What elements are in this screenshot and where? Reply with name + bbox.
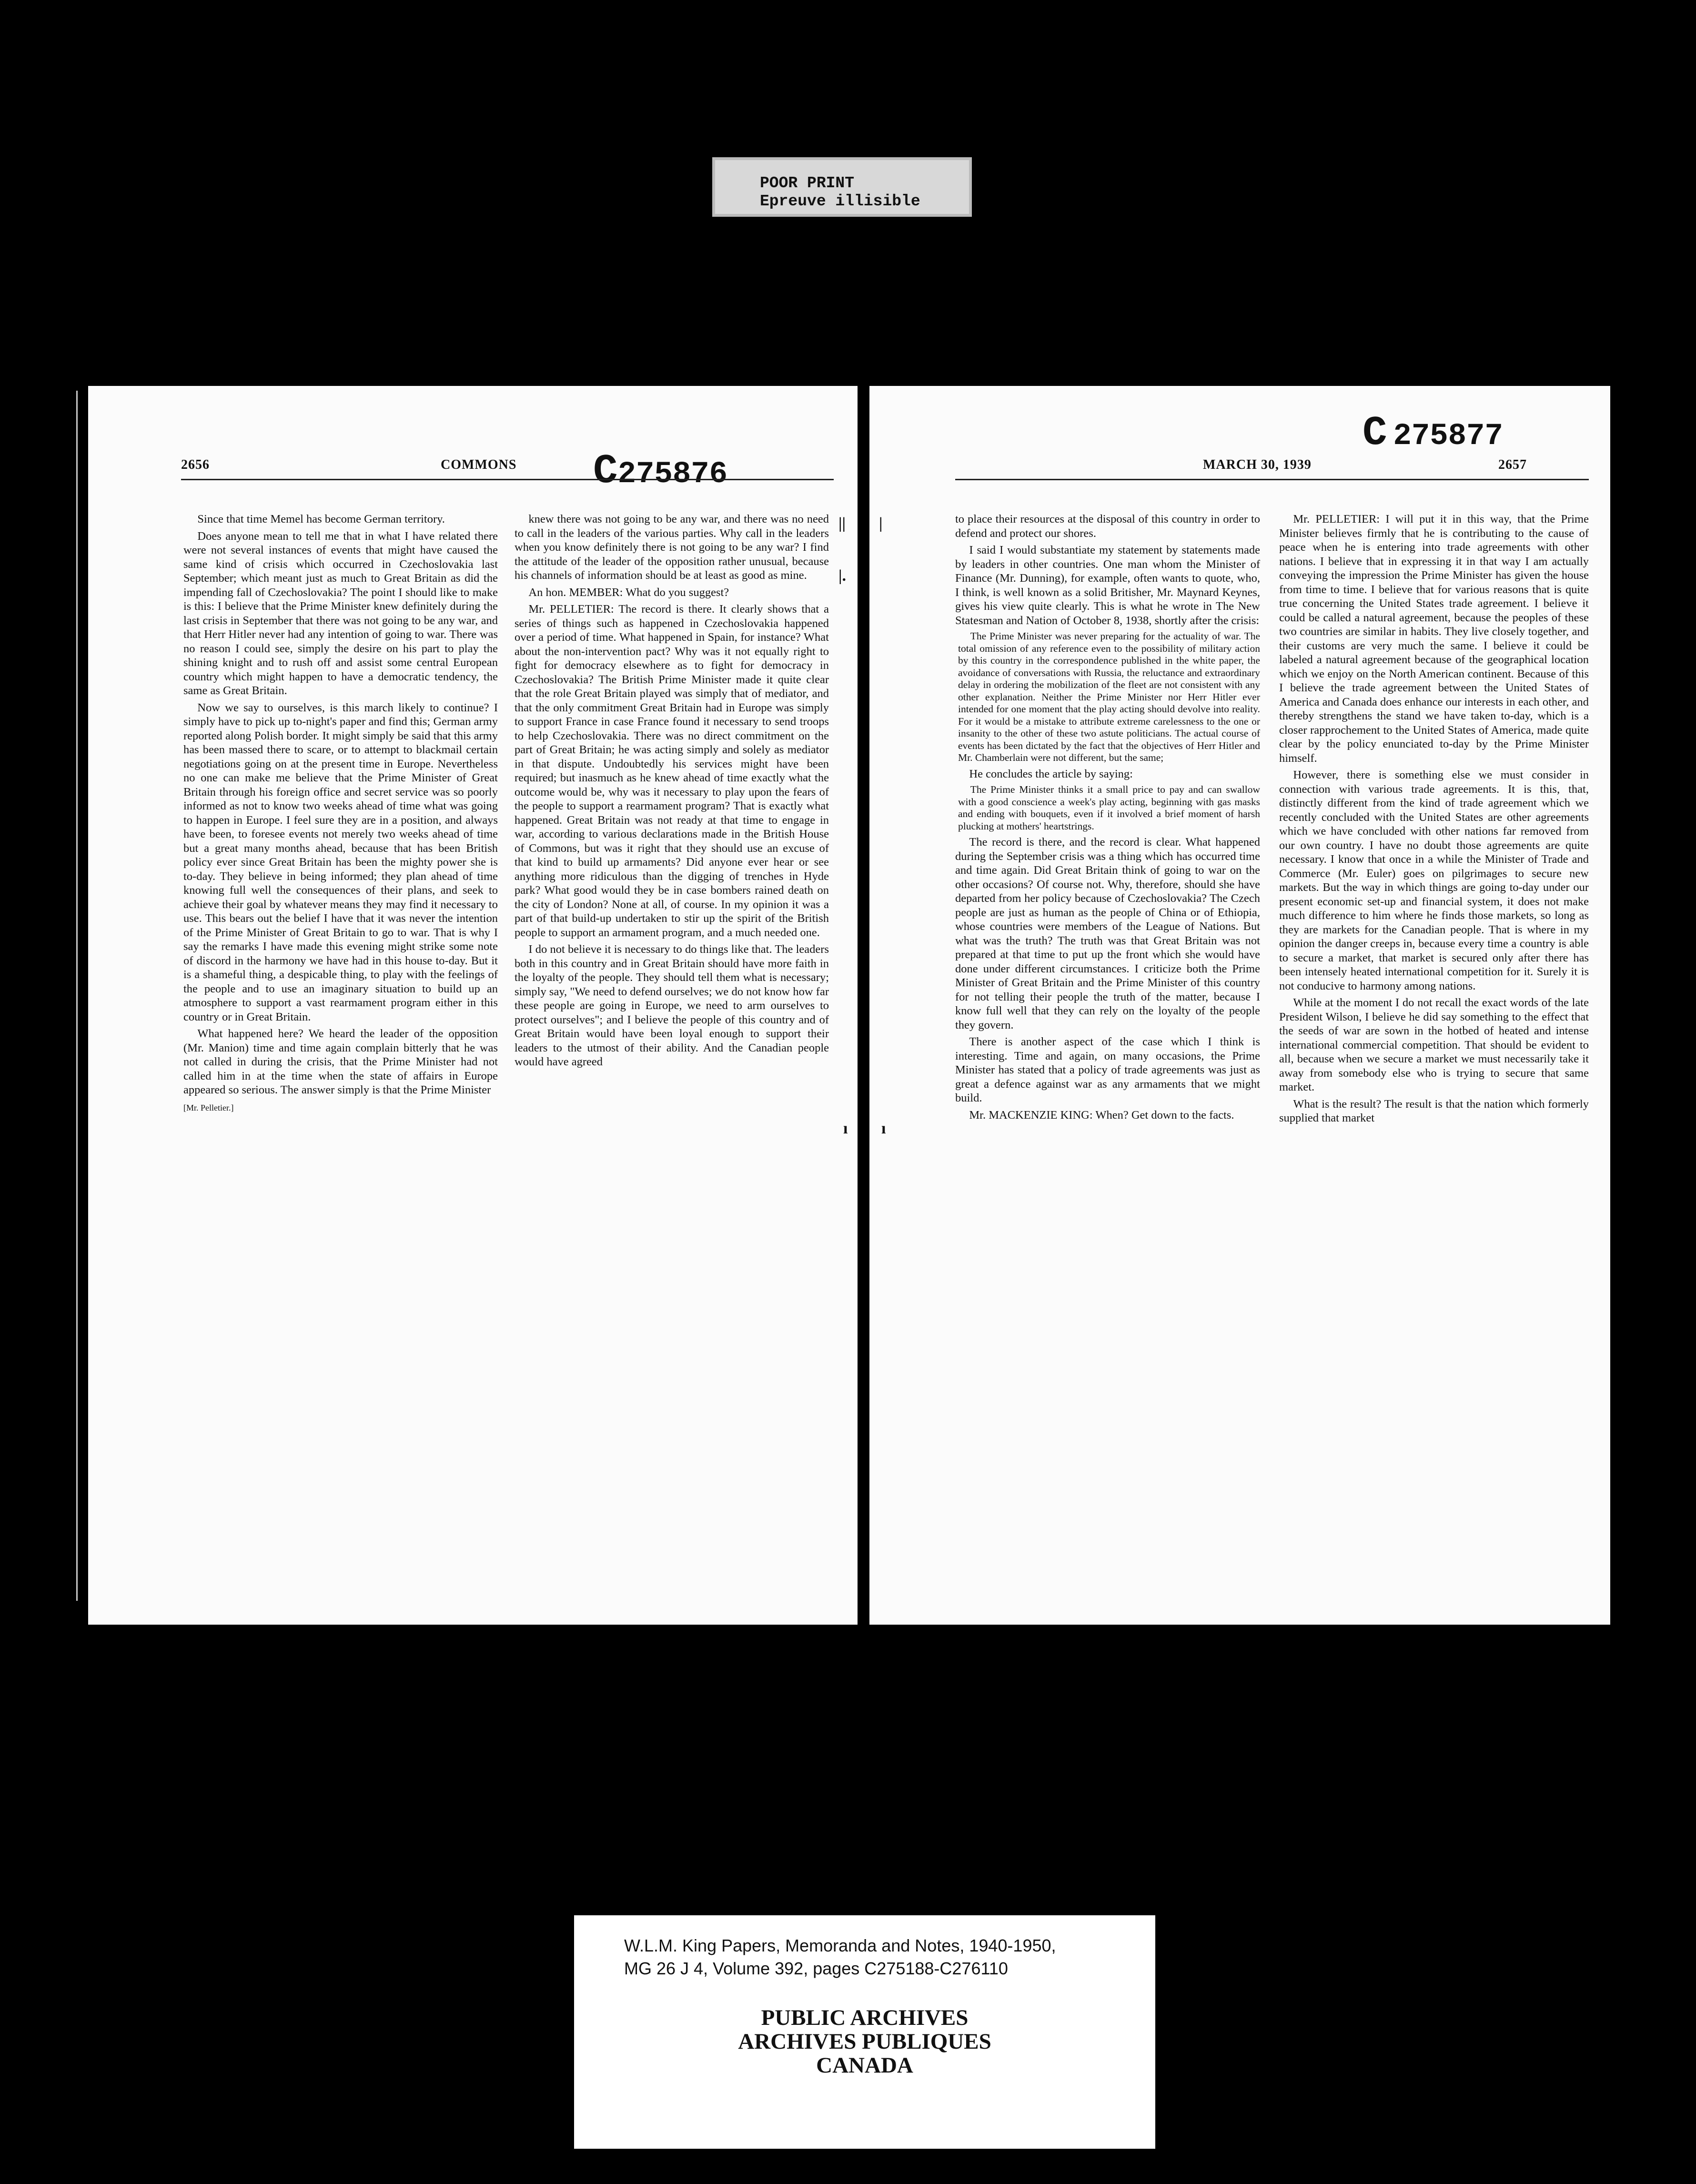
paragraph: While at the moment I do not recall the exact words of the late President Wilson, I believe he did say something to the effect that the seeds of war are sown in the hotbed of heated and intense international commercial competition. That should be evident to all, because when we secure a market we must necessarily take it away from somebody else who is trying to secure that same market. [1279,996,1589,1093]
reference-line-1: W.L.M. King Papers, Memoranda and Notes, 1940-1950, [624,1936,1056,1955]
margin-mark: |. [838,567,846,585]
archive-label [574,1915,1155,2149]
paragraph: Now we say to ourselves, is this march likely to continue? I simply have to pick up to-night's paper and find this; German army reported along Polish border. It might simply be said that this army has been massed there to scare, or to attempt to blackmail certain negotiations going on at the present time in Europe. Nevertheless no one can make me believe that the Prime Minister of Great Britain through his foreign office and secret service was so poorly informed as not to know two weeks ahead of time what was going to happen in Europe. I feel sure they are in a position, and always have been, to foresee events not merely two weeks ahead of time but a great many months ahead, because that has been British policy ever since Great Britain has been the mighty power she is to-day. They believe in being informed; they plan ahead of time knowing full well the consequences of their plans, and seek to achieve their goal by whatever means they may find it necessary to use. This bears out the belief I have that it was never the intention of the Prime Minister of Great Britain to go to war. That is why I say the remarks I have made this evening might strike some note of discord in the harmony we have had in this house to-day. But it is a shameful thing, a despicable thing, to play with the feelings of the people and to use an imaginary situation to build up an atmosphere to support a vast rearmament program either in this country or in Great Britain. [183,701,498,1023]
paragraph: However, there is something else we must consider in connection with various trade agreements. It is this, that, distinctly different from the kind of trade agreement which we recently concluded with the United States are other agreements which we have concluded with other nations far removed from our own country. I have no doubt those agreements are quite necessary. I know that once in a while the Minister of Trade and Commerce (Mr. Euler) goes on pilgrimages to secure new markets. But the way in which things are going to-day under our present economic set-up and financial system, it does not make much difference to him where he finds those markets, so long as they are markets for the Canadian people. That is where in my opinion the danger creeps in, because every time a country is able to secure a market, that market is secured only after there has been intensely heated international competition for it. Surely it is not conducive to harmony among nations. [1279,768,1589,992]
paragraph: What happened here? We heard the leader of the opposition (Mr. Manion) time and time again complain bitterly that he was not called in during the crisis, that the Prime Minister had not called him in at the time when the state of affairs in Europe appeared so serious. The answer simply is that the Prime Minister [183,1027,498,1096]
paragraph: He concludes the article by saying: [969,767,1133,780]
paragraph: An hon. MEMBER: What do you suggest? [528,586,729,599]
archive-reference [624,1934,1056,1980]
right-page [869,386,1610,1625]
archive-name-en: PUBLIC ARCHIVES [761,2005,969,2030]
margin-mark: ı [843,1120,848,1137]
header-rule-left [181,479,834,480]
paragraph: I do not believe it is necessary to do things like that. The leaders both in this country and in Great Britain should have more faith in the loyalty of the people. They should tell them what is necessary; simply say, "We need to defend ourselves; we do not know how far these people are going in Europe, we need to arm ourselves to protect ourselves"; and I believe the people of this country and of Great Britain would have been loyal enough to support their leaders to the utmost of their ability. And the Canadian people would have agreed [515,943,829,1068]
reference-line-2: MG 26 J 4, Volume 392, pages C275188-C276110 [624,1959,1008,1978]
archive-country: CANADA [816,2053,913,2078]
margin-mark: | [879,515,883,532]
margin-mark: ı [881,1120,886,1137]
right-page-column-1 [955,512,1260,1125]
paragraph: Mr. PELLETIER: I will put it in this way, that the Prime Minister believes firmly that he is contributing to the cause of peace when he is entering into trade agreements with other nations. I believe that in expressing it in that way I am actually conveying the impression the Prime Minister has given the house from time to time. I believe that for various reasons that is quite true concerning the United States trade agreement. I believe it could be called a natural agreement, because the peoples of these two countries are similar in habits. They live closely together, and their customs are very much the same. I believe it could be labeled a natural agreement because of the geographical location which we enjoy on the North American continent. Because of this I believe the trade agreement between the United States of America and Canada does enhance our interests in each other, and thereby strengthens the stand we have taken to-day, which is a closer rapprochement to the United States of America, made quite clear by the policy enunciated to-day by the Prime Minister himself. [1279,513,1589,765]
page-number-right: 2657 [1498,457,1527,472]
paragraph: The record is there, and the record is clear. What happened during the September crisis was a thing which has occurred time and time again. Did Great Britain think of going to war on the other occasions? Of course not. Why, therefore, should she have departed from her policy because of Czechoslovakia? The Czech people are just as human as the people of China or of Ethiopia, whose countries were members of the League of Nations. But what was the truth? The truth was that Great Britain was not prepared at that time to put up the front which she would have done under different circumstances. I criticize both the Prime Minister of Great Britain and the Prime Minister of this country for not telling their people the truth of the matter, because I know full well that they can rely on the loyalty of the people they govern. [955,836,1260,1031]
archive-name [574,2006,1155,2077]
paragraph: Since that time Memel has become German territory. [197,513,445,526]
paragraph: What is the result? The result is that the nation which formerly supplied that market [1279,1097,1589,1124]
quotation: The Prime Minister thinks it a small price to pay and can swallow with a good conscience a week's play acting, beginning with gas masks and ending with bouquets, even if it involved a brief moment of harsh plucking at mothers' heartstrings. [958,784,1260,832]
margin-mark: || [838,515,846,532]
paragraph: to place their resources at the disposal of this country in order to defend and protect our shores. [955,513,1260,540]
right-page-column-2 [1279,512,1589,1128]
running-head-left: COMMONS [441,457,517,472]
file-number-right: C 275877 [1363,410,1503,456]
quotation: The Prime Minister was never preparing for the actuality of war. The total omission of any reference even to the possibility of military action by this country in the correspondence published in the white paper, the avoidance of conversations with Russia, the reluctance and extraordinary delay in ordering the mobilization of the fleet are not consistent with any other explanation. Neither the Prime Minister nor Herr Hitler ever intended for one moment that the play acting should devolve into reality. For it would be a mistake to attribute extreme carelessness to the one or insanity to the other of these two astute politicians. The actual course of events has been dictated by the fact that the objectives of Herr Hitler and Mr. Chamberlain were not different, but the same; [958,630,1260,763]
paragraph: There is another aspect of the case which I think is interesting. Time and again, on many occasions, the Prime Minister has stated that a policy of trade agreements was just as great a defence against war as any armaments that we might build. [955,1035,1260,1104]
running-head-right: MARCH 30, 1939 [1203,457,1312,472]
page-number-left: 2656 [181,457,210,472]
poor-print-stamp [712,157,972,217]
paragraph: Mr. MACKENZIE KING: When? Get down to the facts. [969,1108,1234,1122]
stamp-line-1: POOR PRINT [760,174,855,192]
bleed-through-mark [229,436,234,468]
file-number-left: C275876 [593,448,728,495]
header-rule-right [955,479,1589,480]
left-page [88,386,858,1625]
stamp-line-2: Epreuve illisible [760,192,920,210]
archive-name-fr: ARCHIVES PUBLIQUES [738,2029,991,2054]
paragraph: knew there was not going to be any war, and there was no need to call in the leaders of the various parties. Why call in the leaders when you know definitely there is not going to be any war? I find the attitude of the leader of the opposition rather unusual, because his channels of information should be at least as good as mine. [515,513,829,582]
file-number-left-digits: 275876 [617,457,728,492]
left-page-column-1 [183,512,498,1115]
left-page-column-2 [515,512,829,1072]
paragraph: I said I would substantiate my statement by statements made by leaders in other countries. One man whom the Minister of Finance (Mr. Dunning), for example, often wants to quote, who, I think, is well known as a solid Britisher, Mr. Maynard Keynes, gives his view quite clearly. This is what he wrote in The New Statesman and Nation of October 8, 1938, shortly after the crisis: [955,544,1260,627]
paragraph: Mr. PELLETIER: The record is there. It clearly shows that a series of things such as happened in Czechoslovakia happened over a period of time. What happened in Spain, for instance? What about the non-intervention pact? Why was it not equally right to fight for democracy elsewhere as to fight for democracy in Czechoslovakia? The British Prime Minister made it quite clear that the role Great Britain played was simply that of mediator, and that the only commitment Great Britain had in Europe was simply to support France in case France found it necessary to send troops to help Czechoslovakia. There was no direct commitment on the part of Great Britain; he was acting simply and solely as mediator in that dispute. Undoubtedly his services might have been required; but inasmuch as he knew ahead of time exactly what the outcome would be, why was it necessary to play upon the fears of the people to support a rearmament program? That is exactly what happened. Great Britain was not ready at that time to engage in war, according to various declarations made in the British House of Commons, but was it right that they should use an excuse of that kind to build up armaments? Did anyone ever hear or see anything more ridiculous than the digging of trenches in Hyde park? What good would they be in case bombers rained death on the city of London? None at all, of course. In my opinion it was a part of that build-up undertaken to stir up the spirit of the British people to support an armament program, and a much needed one. [515,603,829,939]
footnote: [Mr. Pelletier.] [183,1102,234,1112]
file-number-right-digits: 275877 [1393,419,1503,454]
paragraph: Does anyone mean to tell me that in what I have related there were not several instances of events that might have caused the same kind of crisis which occurred in Czechoslovakia last September; which meant just as much to Great Britain as did the impending fall of Czechoslovakia? The point I should like to make is this: I believe that the Prime Minister knew definitely during the last crisis in September that there was not going to be any war, and that Herr Hitler never had any intention of going to war. There was no reason I could see, simply the desire on his part to play the shining knight and to rush off and assist some central European country which might happen to have a democratic tendency, the same as Great Britain. [183,529,498,697]
